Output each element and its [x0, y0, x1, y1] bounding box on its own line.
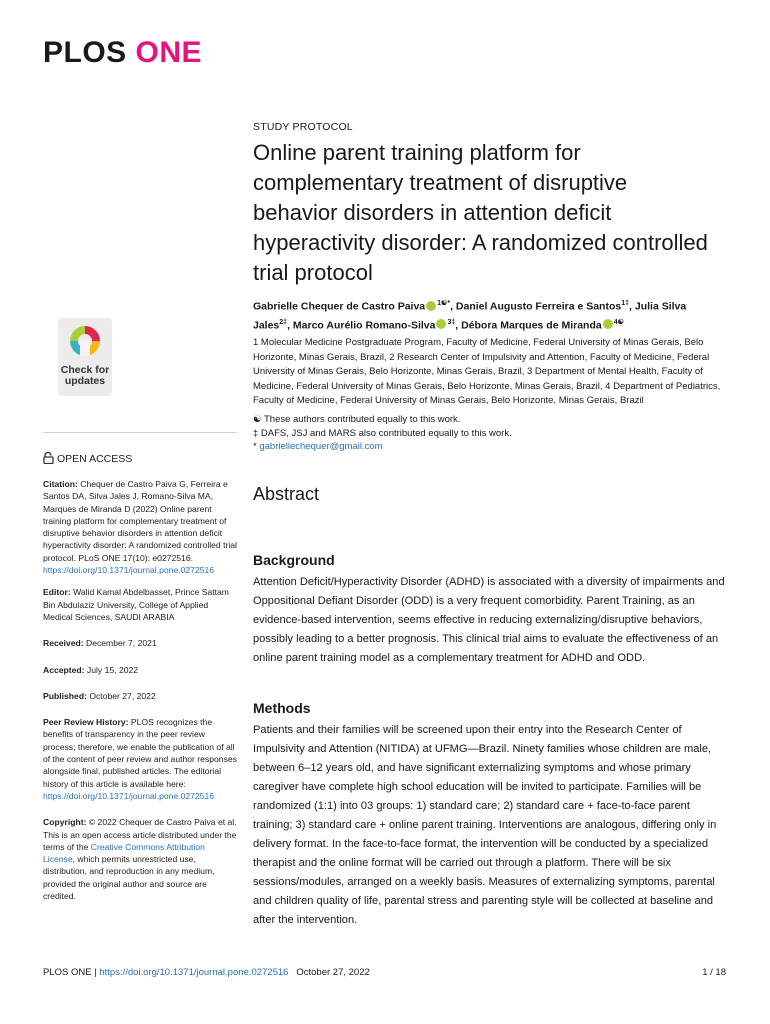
citation-label: Citation: [43, 479, 78, 489]
asterisk: * [253, 441, 260, 452]
editor-text: Walid Kamal Abdelbasset, Prince Sattam Bin Abdulaziz University, College of Applied Medical Sciences, SAUDI ARABIA [43, 587, 229, 622]
sidebar-divider [43, 432, 237, 433]
journal-logo [43, 36, 202, 70]
background-heading: Background [253, 552, 335, 568]
orcid-icon[interactable] [603, 319, 613, 329]
author-name[interactable]: , Daniel Augusto Ferreira e Santos [450, 300, 622, 313]
published-date: October 27, 2022 [86, 690, 156, 701]
accepted-label: Accepted: [43, 664, 85, 675]
author-name[interactable]: , Marco Aurélio Romano-Silva [287, 319, 436, 331]
footer-journal: PLOS ONE | [43, 967, 100, 978]
citation-doi-link[interactable]: https://doi.org/10.1371/journal.pone.0272516 [43, 565, 215, 576]
crossmark-icon [68, 324, 102, 358]
copyright-label: Copyright: [43, 817, 87, 828]
author-notes [253, 413, 723, 454]
methods-heading: Methods [253, 700, 311, 716]
author-affiliation-mark: 2‡ [279, 318, 288, 326]
logo-one: ONE [135, 36, 203, 69]
also-contributed-note: ‡ DAFS, JSJ and MARS also contributed equally to this work. [253, 427, 512, 439]
author-affiliation-mark: 1‡ [621, 300, 630, 307]
copyright-text-end: , which permits unrestricted use, distribution, and reproduction in any medium, provided the original author and source are credited. [43, 854, 215, 902]
author-list [253, 296, 723, 333]
received-date: December 7, 2021 [83, 638, 157, 649]
abstract-heading: Abstract [253, 484, 320, 504]
published-label: Published: [43, 690, 87, 701]
orcid-icon[interactable] [426, 301, 436, 311]
accepted-block [43, 664, 238, 676]
footer-date: October 27, 2022 [296, 967, 370, 978]
accepted-date: July 15, 2022 [84, 664, 139, 675]
methods-paragraph: Patients and their families will be screened upon their entry into the Research Center of Impulsivity and Attention (NITIDA) at UFMG—Brazil. Ninety families whose children are male, between 6–12 years old, and have significant externalizing symptoms and whose primary caregiver have complete high school education will be invited to participate. Families will be randomized (1:1) into 03 groups: 1) standard care; 2) standard care + face-to-face parent training; 3) standard care + online parent training. Interventions are analogous, differing only in delivery format. In the face-to-face format, the intervention will be conducted by a specialized therapist and the online format will be carried out through a platform. There will be six sessions/modules, arranged on a weekly basis. Measures of externalizing symptoms, parental and children quality of life, parental stress and parenting style will be collected at baseline and after the intervention. [253, 724, 717, 926]
peer-review-label: Peer Review History: [43, 717, 129, 728]
author-name[interactable]: Gabrielle Chequer de Castro Paiva [253, 300, 426, 313]
received-label: Received: [43, 638, 84, 649]
received-block [43, 637, 238, 649]
article-title: Online parent training platform for complementary treatment of disruptive behavior disorders in attention deficit hyperactivity disorder: A randomized controlled trial protocol [253, 140, 708, 285]
affiliations: 1 Molecular Medicine Postgraduate Program, Faculty of Medicine, Federal University of Minas Gerais, Belo Horizonte, Minas Gerais, Brazil, 2 Research Center of Impulsivity and Attention, Faculty of Medicine, Federal University of Minas Gerais, Belo Horizonte, Minas Gerais, Brazil, 3 Department of Mental Health, Faculty of Medicine, Federal University of Minas Gerais, Belo Horizonte, Minas Gerais, Brazil, 4 Department of Pediatrics, Faculty of Medicine, Federal University of Minas Gerais, Belo Horizonte, Minas Gerais, Brazil [253, 337, 721, 406]
author-affiliation-mark: 4☯ [613, 318, 624, 326]
logo-plos: PLOS [43, 36, 127, 69]
background-paragraph: Attention Deficit/Hyperactivity Disorder (ADHD) is associated with a diversity of impairments and Oppositional Defiant Disorder (ODD) is a very frequent comorbidity. Parent Training, as an evidence-based intervention, seems effective in reducing externalizing/disruptive behaviors, possibly leading to a better prognosis. This clinical trial aims to evaluate the effectiveness of an online parent training model as a complementary treatment for ADHD and ODD. [253, 576, 725, 664]
editor-block [43, 586, 238, 623]
check-updates-line2: updates [64, 375, 106, 387]
copyright-block [43, 816, 238, 902]
peer-review-block [43, 716, 238, 802]
peer-review-text: PLOS recognizes the benefits of transparency in the peer review process; therefore, we enable the publication of all of the content of peer review and author responses alongside final, published articles. The editorial history of this article is available here: [43, 717, 237, 789]
equal-contribution-note: ☯ These authors contributed equally to this work. [253, 414, 461, 425]
peer-review-link[interactable]: https://doi.org/10.1371/journal.pone.0272516 [43, 790, 215, 801]
article-type: STUDY PROTOCOL [253, 121, 353, 133]
author-name[interactable]: , Julia Silva Jales [253, 300, 687, 331]
check-for-updates-badge[interactable] [58, 318, 112, 396]
citation-text: Chequer de Castro Paiva G, Ferreira e Santos DA, Silva Jales J, Romano-Silva MA, Marques de Miranda D (2022) Online parent training platform for complementary treatment of disruptive behavior disorders in attention deficit hyperactivity disorder: A randomized controlled trial protocol. PLoS ONE 17(10): e0272516. [43, 479, 237, 563]
license-link[interactable]: Creative Commons Attribution License [43, 841, 205, 865]
page-number: 1 / 18 [702, 967, 726, 978]
open-lock-icon [43, 452, 54, 464]
check-updates-line1: Check for [60, 364, 110, 376]
author-affiliation-mark: 3‡ [447, 318, 456, 326]
author-name[interactable]: , Débora Marques de Miranda [455, 319, 602, 331]
published-block [43, 690, 238, 702]
orcid-icon[interactable] [436, 319, 446, 329]
copyright-text: © 2022 Chequer de Castro Paiva et al. This is an open access article distributed under the terms of the [43, 817, 237, 852]
open-access-label [43, 452, 132, 465]
author-affiliation-mark: 1☯* [437, 300, 451, 307]
email-link[interactable]: gabriellechequer@gmail.com [259, 441, 383, 452]
article-info-sidebar [43, 478, 238, 912]
citation-block [43, 478, 238, 576]
page-footer [43, 967, 726, 978]
editor-label: Editor: [43, 587, 71, 598]
footer-doi-link[interactable]: https://doi.org/10.1371/journal.pone.0272516 [99, 967, 289, 978]
open-access-text: OPEN ACCESS [57, 453, 133, 465]
correspondence-note [253, 440, 723, 454]
